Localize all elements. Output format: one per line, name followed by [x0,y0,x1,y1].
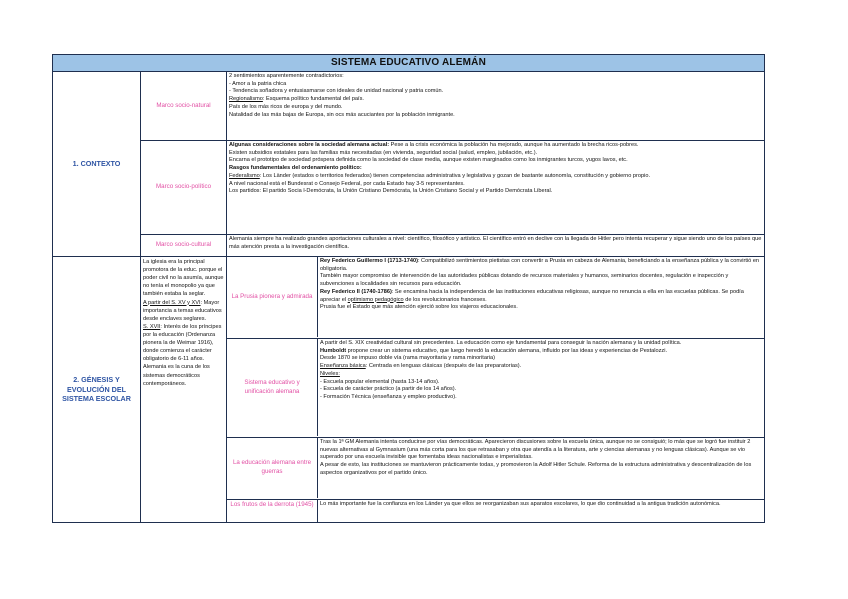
entreguerras-row [227,438,765,500]
term: Algunas consideraciones sobre la sociedad alemana actual: [229,142,390,148]
row-entreguerras-label: La educación alemana entre guerras [227,438,318,498]
term: S. XVII [143,323,161,330]
term-text: : Mayor importancia a temas educativos desde enclaves seglares. [143,299,222,322]
term: Rey Federico II (1740-1786) [320,288,392,295]
section-contexto-label: 1. CONTEXTO [53,72,141,257]
term-text: : Compatibilizó sentimientos pietistas con convertir a Prusia en cabeza de Alemania, beneficiando a la enseñanza pública y la convirtió en obligatoria. [320,258,760,272]
row-politico-label: Marco socio-político [141,141,227,235]
term: Humboldt [320,347,347,354]
text-line: A partir del S. XIX creatividad cultural sin precedentes. La educación como eje fundamental para conseguir la nación alemana y la unidad política. [320,340,682,346]
unificacion-row [227,339,765,438]
page-title: SISTEMA EDUCATIVO ALEMÁN [53,55,765,72]
term: Enseñanza básica [320,363,366,370]
text-line: También mayor compromiso de intervención de las autoridades públicas dotando de recursos materiales y humanos, seminarios docentes, regulación e inspección y subvenciones a localidades sin recursos para educación. [320,273,729,288]
row-frutos-content [318,500,765,522]
text-line: Los partidos: El partido Socia l-Demócrata, la Unión Cristiano Demócrata, la Unión Cristiano Social y el Partido Demócrata Liberal. [229,188,553,195]
text-line: Tras la 1ª GM Alemania intenta conducirse por vías democráticas. Aparecieron discusiones sobre la escuela única, aunque no se consiguió; lo más que se logró fue instituir 2 nuevas alternativas al Gymnasium (una más corta para los que retrasaban y otra que atendía a la literatura, arte y ciencias alemanas y no lenguas clásicas). Aunque se vio superado por una escuela invisible que fomentaba ideas nacionalistas e imperialistas. [320,439,751,461]
row-cultural-label: Marco socio-cultural [141,235,227,257]
section-genesis-label: 2. GÉNESIS Y EVOLUCIÓN DEL SISTEMA ESCOLAR [53,257,141,523]
term: Regionalismo [229,96,263,103]
text-line: Lo más importante fue la confianza en los Länder ya que ellos se reorganizaban sus aparatos escolares, lo que dio continuidad a la antigua tradición autonómica. [320,501,721,507]
text-line: - Formación Técnica (enseñanza y empleo productivo). [320,394,457,401]
term-text: : Los Länder (estados o territorios federados) tienen competencias administrativa y legislativa y gozan de bastante autonomía, constitución y gobierno propio. [259,172,651,179]
term: A partir del S. XV y XVI [143,299,201,306]
row-frutos-label: Los frutos de la derrota (1945) [227,500,318,522]
text-line: La iglesia era la principal promotora de la educ. porque el poder civil no la asumía, aunque no tenía el monopolio ya que también estaba la seglar. [143,259,224,298]
term-text: Pese a la crisis económica la población ha mejorado, aunque ha aumentado la brecha ricos-pobres. [389,142,639,148]
term: optimismo pedagógico [347,296,404,303]
row-natural-content [227,72,765,141]
text-line: 2 sentimientos aparentemente contradictorios: [229,73,344,79]
text-line: - Tendencia soñadora y entusiasmarse con ideales de unidad nacional y patria común. [229,88,444,95]
text-line [320,258,762,273]
term: Rey Federico Guillermo I (1713-1740) [320,258,418,264]
row-prusia-content [318,257,765,337]
frutos-row [227,500,765,523]
text-line [229,96,762,104]
text-line: Existen subsidios estatales para las familias más necesitadas (en vivienda, seguridad social (salud, empleo, jubilación, etc.). [229,149,538,156]
text-line: Rasgos fundamentales del ordenamiento político: [229,165,362,172]
text-line [320,289,762,304]
row-prusia-label: La Prusia pionera y admirada [227,257,318,337]
text-line: Niveles: [320,370,340,377]
text-line [320,348,762,356]
genesis-intro-content [141,257,227,523]
text-line: A nivel nacional está el Bundesrat o Consejo Federal, por cada Estado hay 3-5 representantes. [229,180,465,187]
unificacion-inner [227,339,764,436]
text-line: Alemania es la cuna de los sistemas democráticos contemporáneos. [143,364,210,387]
term: Federalismo [229,172,260,179]
text-line: - Escuela popular elemental (hasta 13-14 años). [320,378,440,385]
term-text: propone crear un sistema educativo, que luego heredó la educación alemana, influido por las ideas y experiencias de Pestalozzi. [346,347,668,354]
text-line: Encarna el prototipo de sociedad próspera definida como la sociedad de clase media, aunque existen marginados como los inmigrantes turcos, yugos lavos, etc. [229,157,628,164]
text-line: Alemania siempre ha realizado grandes aportaciones culturales a nivel: científico, filosófico y artístico. El científico entró en declive con la llegada de Hitler pero intenta recuperar y sigue siendo uno de los países que más atención presta a la investigación científica. [229,236,762,250]
term-text: : Se encamina hacia la independencia de las instituciones educativas religiosas, aunque no renuncia a ella en las escuelas públicas. Se podía apreciar el [320,288,744,303]
text-line: Natalidad de las más bajas de Europa, sin ocs más acuciantes por la población inmigrante. [229,111,455,118]
education-table [52,54,765,523]
text-line: País de los más ricos de europa y del mundo. [229,103,343,110]
term-text: : Esquema político fundamental del país. [262,96,364,103]
text-line [229,173,762,181]
row-unificacion-content [318,339,765,436]
text-line: - Escuela de carácter práctico (a partir de los 14 años). [320,386,457,393]
prusia-row [227,257,765,339]
text-line [143,299,224,323]
text-line: Desde 1870 se impuso doble vía (rama mayoritaria y rama minoritaria) [320,355,496,362]
text-line: - Amor a la patria chica [229,80,287,87]
entreguerras-inner [227,438,764,498]
document-sheet [52,54,764,528]
row-natural-label: Marco socio-natural [141,72,227,141]
row-politico-content [227,141,765,235]
text-line: Prusia fue el Estado que más atención ejerció sobre los viajeros educacionales. [320,304,518,311]
row-unificacion-label: Sistema educativo y unificación alemana [227,339,318,436]
frutos-inner [227,500,764,522]
term-text: : Centrada en lenguas clásicas (después de las preparatorias). [365,363,522,370]
text-line: A pesar de esto, las instituciones se mantuvieron prácticamente todas, y promovieron la Adolf Hitler Schule. Reforma de la estructura administrativa y descentralización de los aspectos organizativos por el partido único. [320,462,752,476]
term-text: de los revolucionarios franceses. [403,296,487,303]
row-cultural-content [227,235,765,257]
prusia-inner [227,257,764,337]
row-entreguerras-content [318,438,765,498]
text-line [320,363,762,371]
term-text: : Interés de los príncipes por la educación (Ordenanza pionera la de Weimar 1916), donde comienza el carácter obligatorio de 6-11 años. [143,323,222,363]
text-line [229,142,762,150]
text-line [143,323,224,364]
